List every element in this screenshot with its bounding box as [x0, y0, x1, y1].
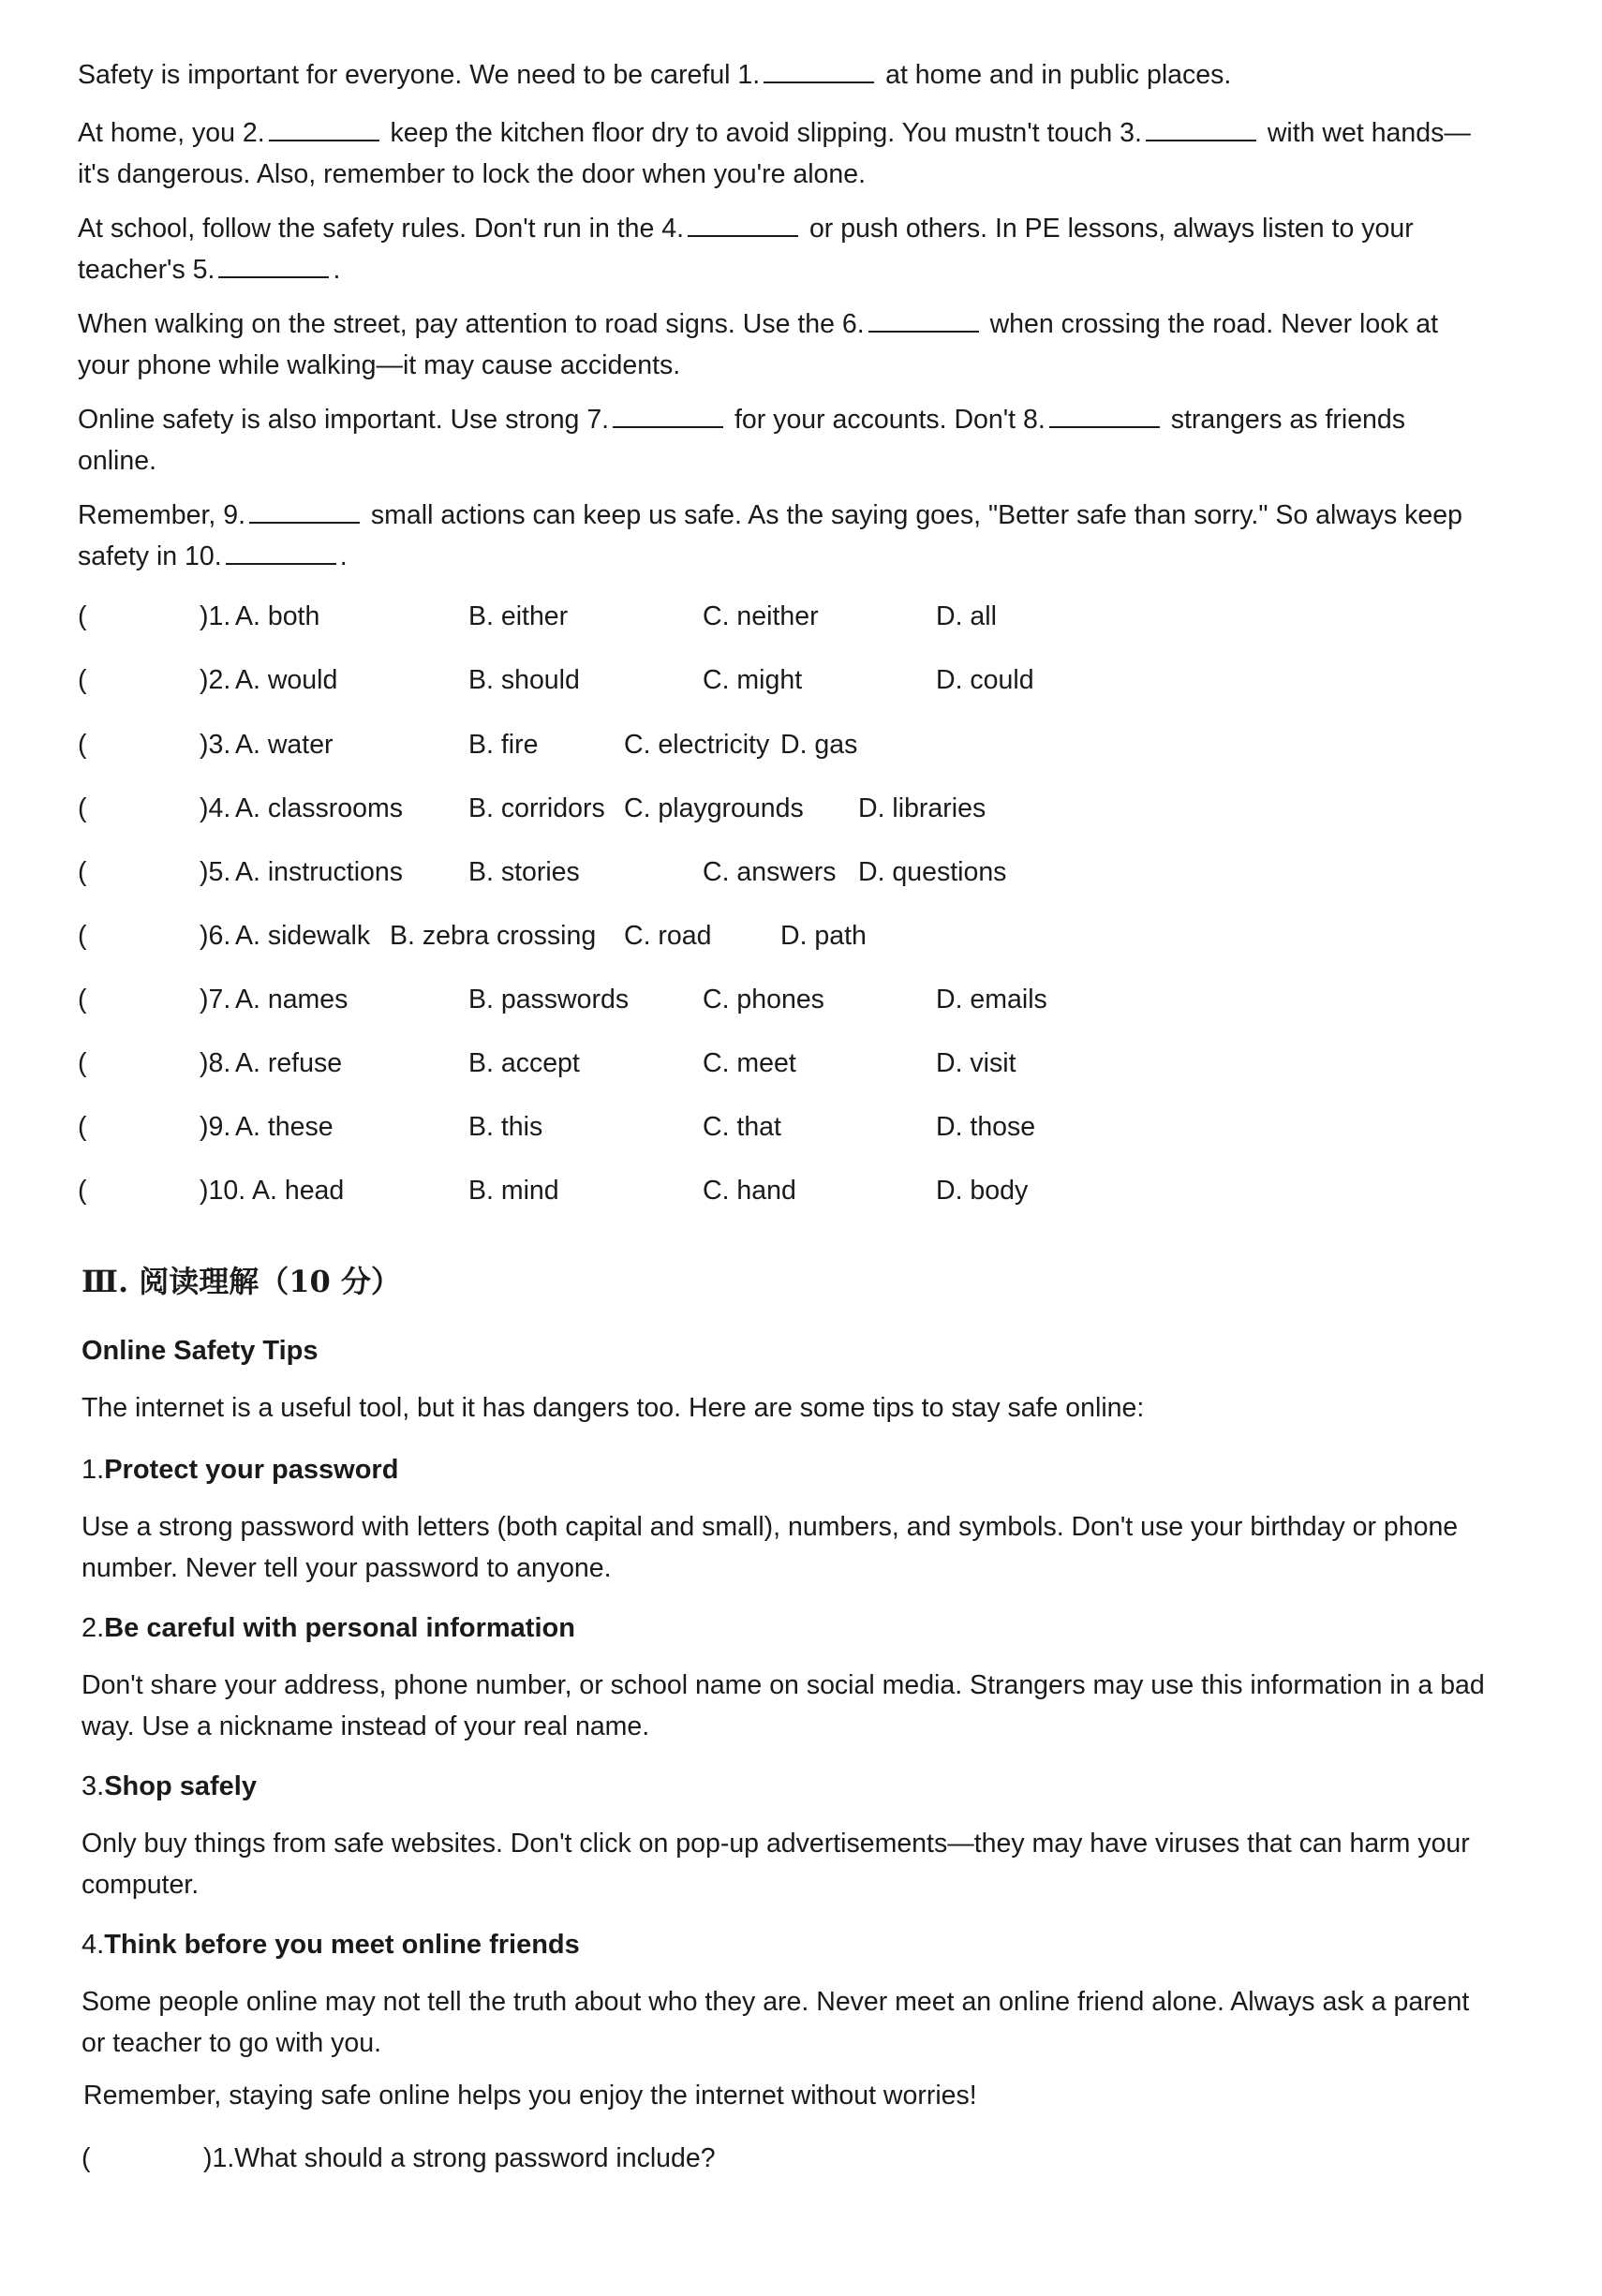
answer-blank-6[interactable]	[868, 310, 979, 333]
tip-number: 4.	[82, 1930, 105, 1960]
option-b[interactable]: B. should	[468, 665, 580, 695]
question-text: )1.What should a strong password include?	[203, 2143, 716, 2173]
cloze-paragraph-4	[78, 304, 1483, 386]
answer-paren[interactable]: (	[78, 921, 87, 951]
answer-paren[interactable]: (	[78, 1112, 87, 1142]
question-number: )7.	[200, 985, 231, 1015]
option-d[interactable]: D. all	[936, 601, 997, 631]
answer-paren[interactable]: (	[78, 793, 87, 823]
section-heading: Ⅲ. 阅读理解（10 分）	[82, 1264, 401, 1299]
tip-title-3	[82, 1766, 257, 1807]
answer-paren[interactable]: (	[78, 1048, 87, 1078]
option-b[interactable]: B. fire	[468, 730, 539, 760]
option-a[interactable]: A. water	[235, 730, 334, 760]
option-b[interactable]: B. accept	[468, 1048, 580, 1078]
answer-blank-7[interactable]	[613, 406, 723, 428]
tip-body-2: Don't share your address, phone number, or school name on social media. Strangers may use this information in a bad way. Use a nickname instead of your real name.	[82, 1670, 1485, 1741]
question-number: )2.	[200, 665, 231, 695]
question-row-9	[78, 1106, 1108, 1148]
cloze-paragraph-6	[78, 495, 1483, 577]
option-a[interactable]: A. head	[252, 1176, 345, 1206]
answer-blank-5[interactable]	[218, 256, 329, 278]
option-b[interactable]: B. mind	[468, 1176, 559, 1206]
tip-title-2	[82, 1607, 575, 1649]
answer-blank-8[interactable]	[1049, 406, 1160, 428]
option-c[interactable]: C. answers	[703, 857, 837, 887]
option-b[interactable]: B. corridors	[468, 793, 605, 823]
question-row-8	[78, 1043, 1108, 1084]
cloze-paragraph-3	[78, 208, 1483, 290]
answer-paren[interactable]: (	[78, 601, 87, 631]
answer-paren[interactable]: (	[78, 857, 87, 887]
answer-blank-3[interactable]	[1146, 119, 1256, 141]
tip-body-1: Use a strong password with letters (both capital and small), numbers, and symbols. Don't use your birthday or phone number. Never tell your password to anyone.	[82, 1512, 1459, 1583]
answer-paren[interactable]: (	[78, 665, 87, 695]
text-segment: .	[333, 255, 341, 285]
option-a[interactable]: A. these	[235, 1112, 334, 1142]
cloze-paragraph-5	[78, 399, 1483, 481]
text-segment: Safety is important for everyone. We need to be careful 1.	[78, 60, 761, 90]
option-c[interactable]: C. road	[624, 921, 712, 951]
question-number: )3.	[200, 730, 231, 760]
option-c[interactable]: C. meet	[703, 1048, 796, 1078]
question-number: )8.	[200, 1048, 231, 1078]
answer-blank-9[interactable]	[249, 501, 360, 524]
option-a[interactable]: A. both	[235, 601, 320, 631]
question-row-5	[78, 852, 1108, 893]
tip-number: 3.	[82, 1771, 105, 1801]
answer-blank-10[interactable]	[226, 542, 336, 565]
text-segment: or push others. In PE lessons, always listen to your teacher's 5.	[78, 214, 1414, 285]
question-row-10	[78, 1170, 1108, 1211]
question-row-6	[78, 915, 1108, 956]
text-segment: keep the kitchen floor dry to avoid slipping. You mustn't touch 3.	[382, 118, 1142, 148]
text-segment: When walking on the street, pay attention to road signs. Use the 6.	[78, 309, 865, 339]
option-b[interactable]: B. stories	[468, 857, 580, 887]
option-d[interactable]: D. questions	[858, 857, 1007, 887]
tip-title-1	[82, 1449, 398, 1490]
question-number: )10.	[200, 1176, 246, 1206]
question-row-3	[78, 724, 1108, 765]
question-number: )5.	[200, 857, 231, 887]
option-a[interactable]: A. sidewalk	[235, 921, 371, 951]
text-segment: at home and in public places.	[878, 60, 1232, 90]
option-b[interactable]: B. passwords	[468, 985, 630, 1015]
reading-question-1	[82, 2138, 1112, 2179]
passage-intro: The internet is a useful tool, but it has dangers too. Here are some tips to stay safe online:	[82, 1393, 1145, 1423]
option-c[interactable]: C. electricity	[624, 730, 770, 760]
option-b[interactable]: B. either	[468, 601, 569, 631]
text-segment: At home, you 2.	[78, 118, 265, 148]
tip-number: 1.	[82, 1455, 105, 1485]
question-row-7	[78, 979, 1108, 1020]
text-segment: when crossing the road. Never look at your phone while walking—it may cause accidents.	[78, 309, 1438, 380]
option-c[interactable]: C. might	[703, 665, 803, 695]
option-c[interactable]: C. hand	[703, 1176, 796, 1206]
option-a[interactable]: A. classrooms	[235, 793, 403, 823]
cloze-paragraph-2	[78, 112, 1483, 195]
option-c[interactable]: C. phones	[703, 985, 824, 1015]
text-segment: .	[339, 541, 348, 571]
option-d[interactable]: D. visit	[936, 1048, 1016, 1078]
option-a[interactable]: A. names	[235, 985, 349, 1015]
passage-closing: Remember, staying safe online helps you enjoy the internet without worries!	[83, 2081, 977, 2111]
tip-title-4	[82, 1924, 580, 1965]
tip-body-3: Only buy things from safe websites. Don't click on pop-up advertisements—they may have viruses that can harm your computer.	[82, 1829, 1470, 1900]
question-number: )6.	[200, 921, 231, 951]
cloze-paragraph-1	[78, 54, 1483, 96]
option-a[interactable]: A. would	[235, 665, 338, 695]
text-segment: strangers as friends online.	[78, 405, 1405, 476]
option-b[interactable]: B. zebra crossing	[390, 921, 597, 951]
option-d[interactable]: D. path	[780, 921, 867, 951]
tip-number: 2.	[82, 1613, 105, 1643]
question-number: )4.	[200, 793, 231, 823]
answer-blank-4[interactable]	[688, 215, 798, 237]
option-d[interactable]: D. gas	[780, 730, 858, 760]
text-segment: At school, follow the safety rules. Don't run in the 4.	[78, 214, 685, 244]
option-d[interactable]: D. emails	[936, 985, 1047, 1015]
passage-title: Online Safety Tips	[82, 1336, 319, 1366]
option-a[interactable]: A. instructions	[235, 857, 403, 887]
question-row-2	[78, 659, 1108, 701]
tip-heading: Protect your password	[104, 1455, 399, 1485]
tip-heading: Be careful with personal information	[104, 1613, 575, 1643]
question-row-1	[78, 596, 1108, 637]
text-segment: Online safety is also important. Use strong 7.	[78, 405, 610, 435]
text-segment: with wet hands—it's dangerous. Also, remember to lock the door when you're alone.	[78, 118, 1471, 189]
option-c[interactable]: C. neither	[703, 601, 819, 631]
tip-heading: Shop safely	[104, 1771, 257, 1801]
option-d[interactable]: D. those	[936, 1112, 1036, 1142]
answer-paren[interactable]: (	[82, 2143, 91, 2173]
answer-paren[interactable]: (	[78, 730, 87, 760]
option-a[interactable]: A. refuse	[235, 1048, 343, 1078]
answer-blank-1[interactable]	[764, 61, 874, 83]
option-b[interactable]: B. this	[468, 1112, 543, 1142]
question-number: )1.	[200, 601, 231, 631]
answer-paren[interactable]: (	[78, 985, 87, 1015]
option-d[interactable]: D. could	[936, 665, 1034, 695]
option-d[interactable]: D. libraries	[858, 793, 986, 823]
option-c[interactable]: C. that	[703, 1112, 781, 1142]
answer-paren[interactable]: (	[78, 1176, 87, 1206]
option-d[interactable]: D. body	[936, 1176, 1029, 1206]
option-c[interactable]: C. playgrounds	[624, 793, 804, 823]
question-number: )9.	[200, 1112, 231, 1142]
question-row-4	[78, 788, 1108, 829]
answer-blank-2[interactable]	[269, 119, 379, 141]
tip-body-4: Some people online may not tell the truth about who they are. Never meet an online friend alone. Always ask a parent or teacher to go with you.	[82, 1987, 1470, 2058]
text-segment: small actions can keep us safe. As the saying goes, "Better safe than sorry." So always keep safety in 10.	[78, 500, 1462, 571]
text-segment: Remember, 9.	[78, 500, 245, 530]
tip-heading: Think before you meet online friends	[104, 1930, 580, 1960]
text-segment: for your accounts. Don't 8.	[727, 405, 1046, 435]
